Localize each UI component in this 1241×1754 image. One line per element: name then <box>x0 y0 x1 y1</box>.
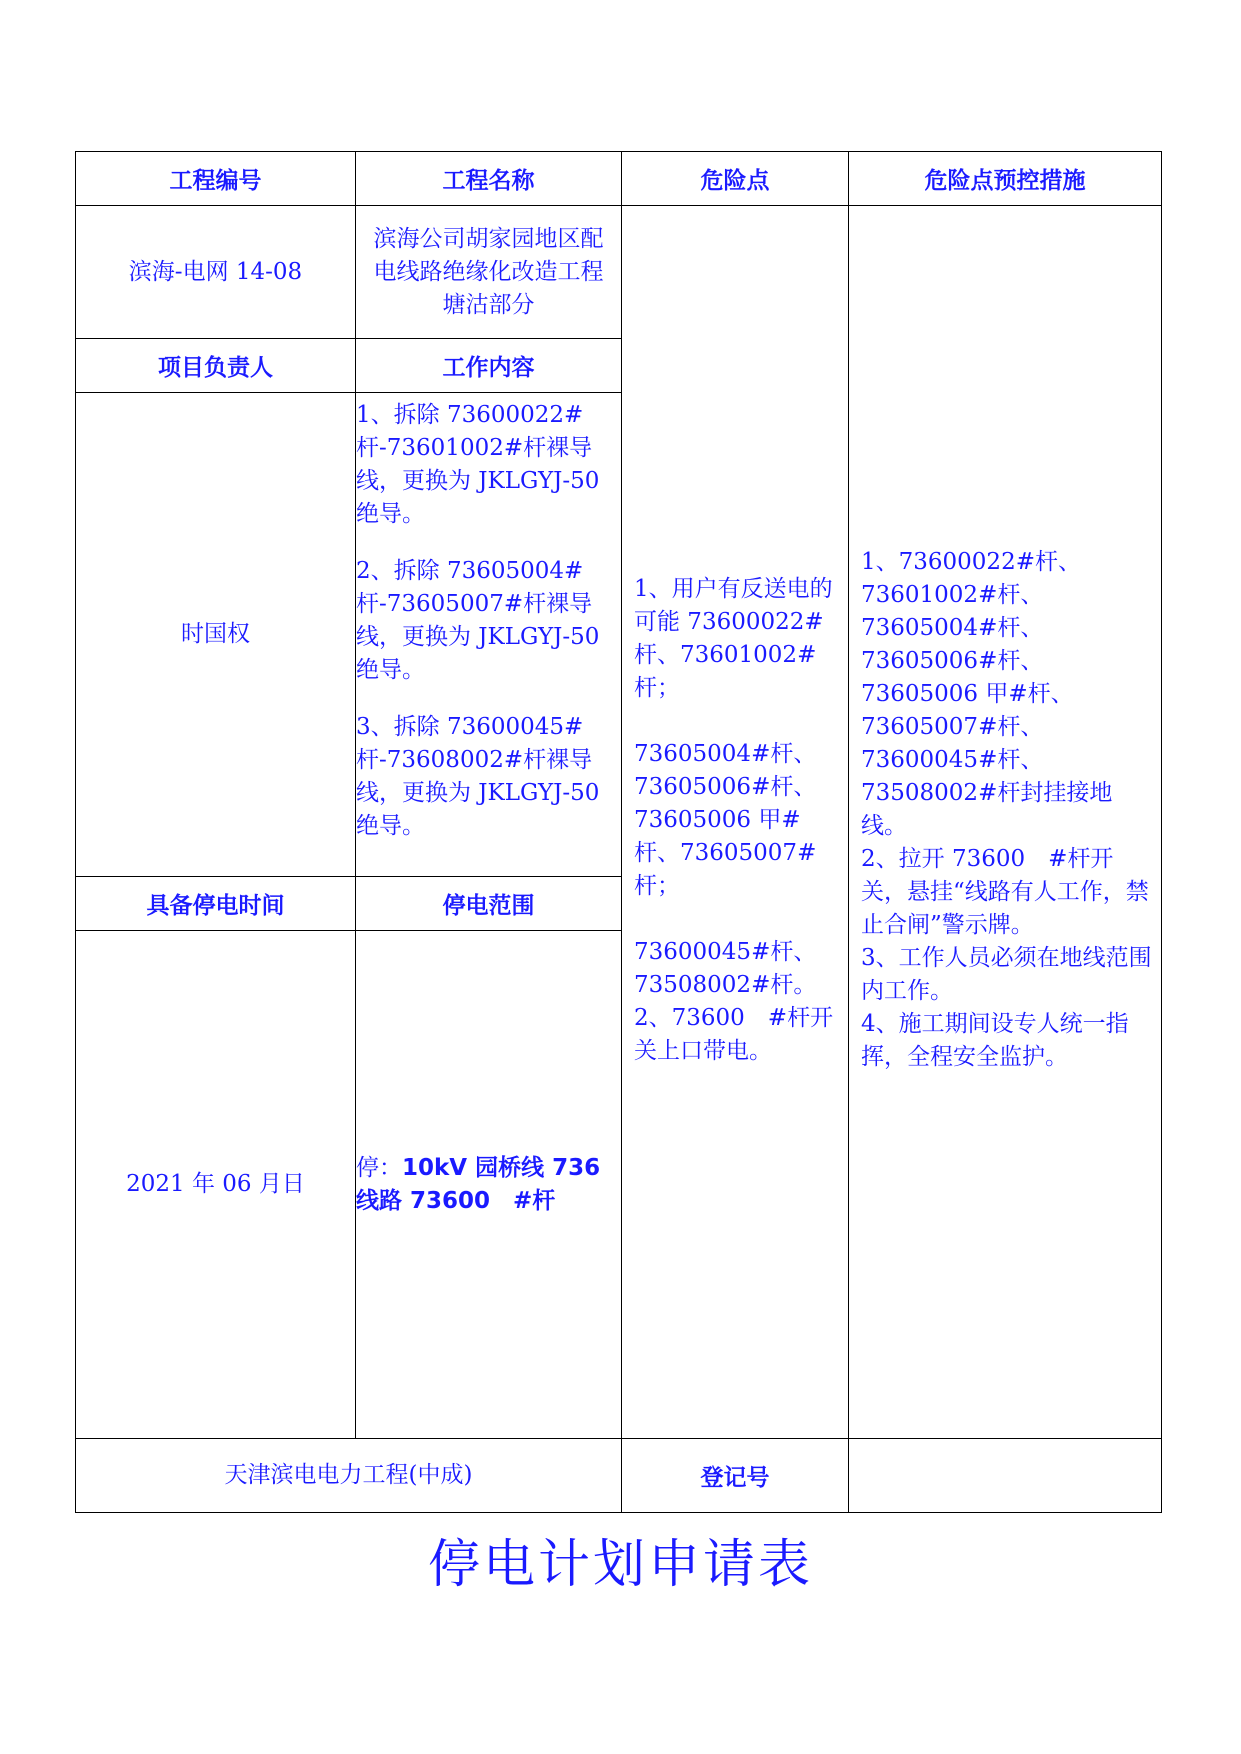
header-project-name: 工程名称 <box>356 152 622 206</box>
form-title: 停电计划申请表 <box>427 1535 813 1595</box>
header-outage-scope: 停电范围 <box>356 877 622 931</box>
hazard-paragraph: 73600045#杆、73508002#杆。 <box>634 938 817 998</box>
outage-line: 线路 73600 #杆 <box>356 1187 556 1214</box>
company-value: 天津滨电电力工程(中成) <box>76 1439 622 1513</box>
header-manager: 项目负责人 <box>76 339 356 393</box>
header-hazard: 危险点 <box>622 152 849 206</box>
measure-item: 1、73600022#杆、73601002#杆、73605004#杆、73605006#杆、73605006 甲#杆、73605007#杆、73600045#杆、73508002#杆封挂接地线。 <box>861 549 1113 839</box>
register-no-value <box>849 1439 1162 1513</box>
manager-value: 时国权 <box>76 393 356 877</box>
header-register-no: 登记号 <box>622 1439 849 1513</box>
header-work-content: 工作内容 <box>356 339 622 393</box>
measure-item: 3、工作人员必须在地线范围内工作。 <box>861 945 1152 1004</box>
header-measures: 危险点预控措施 <box>849 152 1162 206</box>
project-name-value: 滨海公司胡家园地区配电线路绝缘化改造工程塘沽部分 <box>356 206 622 339</box>
outage-line: 10kV 园桥线 736 <box>402 1154 601 1181</box>
work-item: 2、拆除 73605004#杆-73605007#杆裸导线，更换为 JKLGYJ-50 绝导。 <box>356 558 600 683</box>
measure-item: 4、施工期间设专人统一指挥，全程安全监护。 <box>861 1011 1129 1070</box>
header-outage-time: 具备停电时间 <box>76 877 356 931</box>
header-project-no: 工程编号 <box>76 152 356 206</box>
outage-date-value: 2021 年 06 月日 <box>76 931 356 1439</box>
outage-plan-table <box>75 151 1162 1513</box>
project-no-value: 滨海-电网 14-08 <box>76 206 356 339</box>
hazard-paragraph: 2、73600 #杆开关上口带电。 <box>634 1004 834 1064</box>
work-item: 1、拆除 73600022#杆-73601002#杆裸导线，更换为 JKLGYJ-50 绝导。 <box>356 402 600 527</box>
hazard-paragraph: 1、用户有反送电的可能 73600022#杆、73601002#杆； <box>634 575 833 701</box>
measure-item: 2、拉开 73600 #杆开关，悬挂“线路有人工作，禁止合闸”警示牌。 <box>861 846 1149 938</box>
hazard-paragraph: 73605004#杆、73605006#杆、73605006 甲#杆、73605007#杆； <box>634 740 817 899</box>
outage-scope-cell <box>356 931 622 1439</box>
measures-cell <box>849 206 1162 1439</box>
hazard-cell <box>622 206 849 1439</box>
outage-prefix: 停： <box>356 1154 402 1181</box>
work-content-cell <box>356 393 622 877</box>
work-item: 3、拆除 73600045#杆-73608002#杆裸导线，更换为 JKLGYJ-50 绝导。 <box>356 714 600 839</box>
